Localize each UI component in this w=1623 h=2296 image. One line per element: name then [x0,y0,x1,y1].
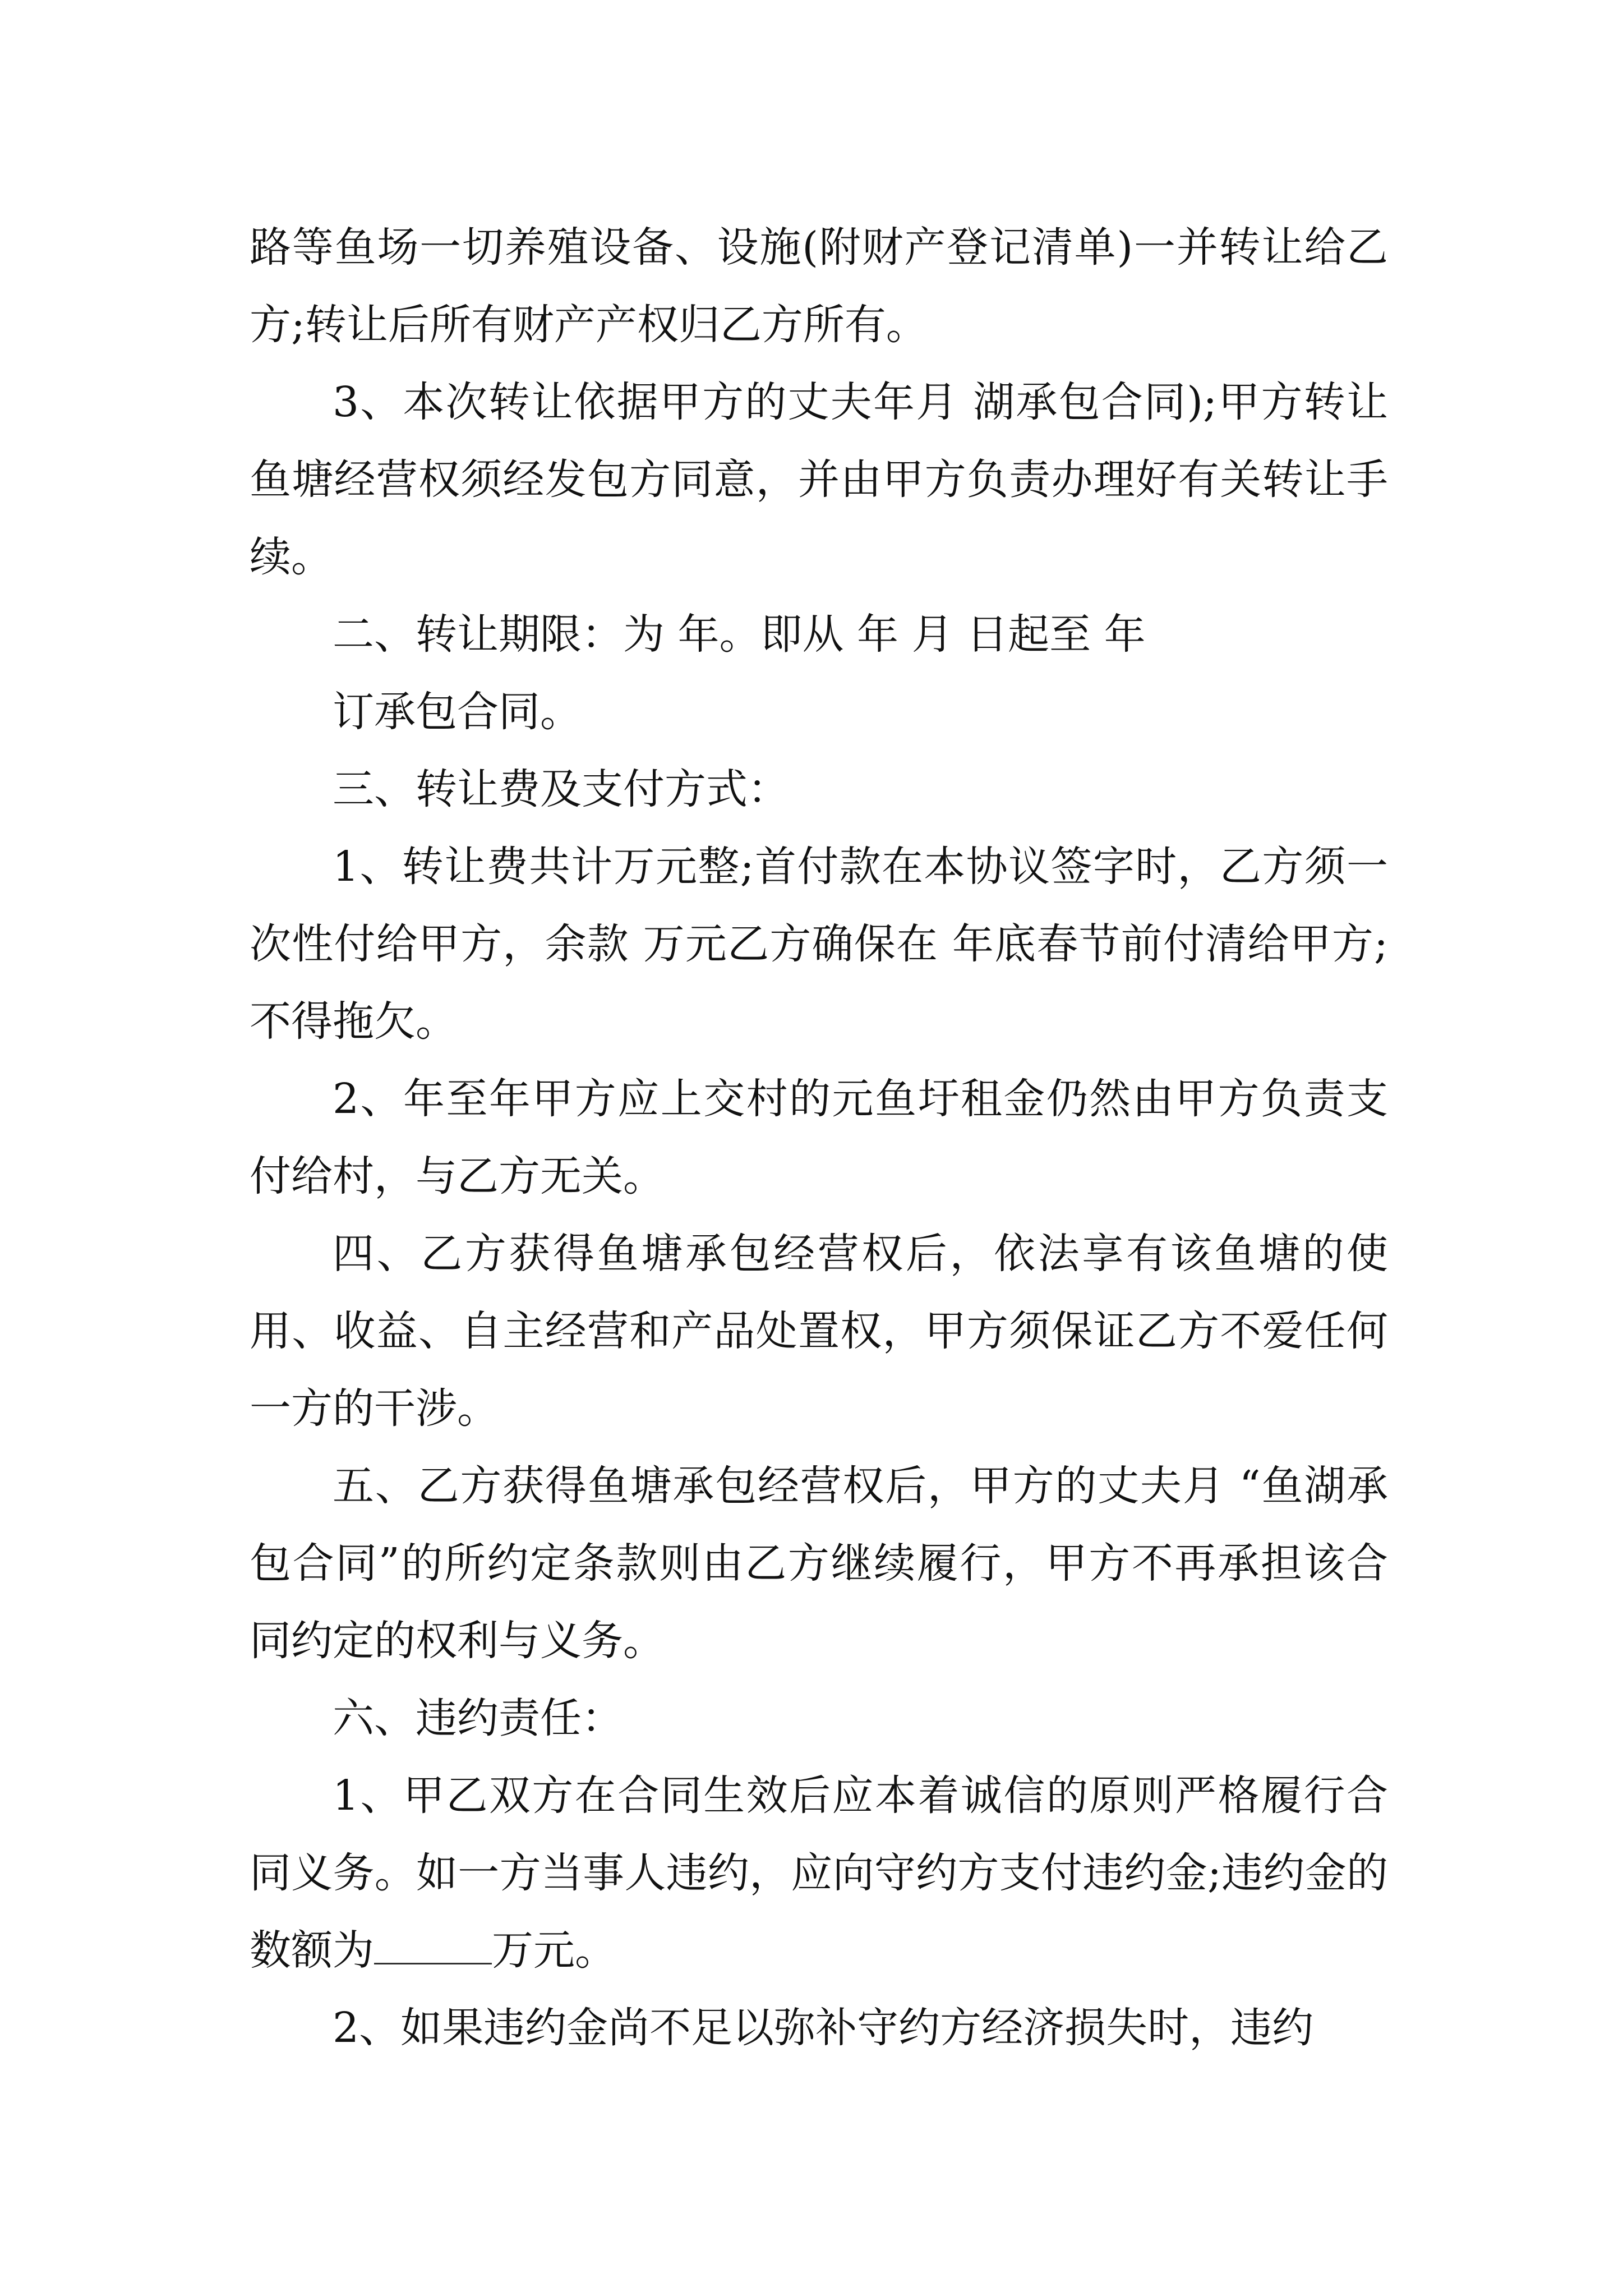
paragraph-clause-3: 3、本次转让依据甲方的丈夫年月 湖承包合同);甲方转让鱼塘经营权须经发包方同意，并由甲方负责办理好有关转让手续。 [250,378,1388,581]
paragraph-contract-continuation: 订承包合同。 [333,688,582,736]
breach-clause-1-suffix: 万元。 [492,1926,616,1975]
paragraph-section-4: 四、乙方获得鱼塘承包经营权后，依法享有该鱼塘的使用、收益、自主经营和产品处置权，甲方须保证乙方不爱任何一方的干涉。 [250,1230,1388,1433]
paragraph-transfer-term: 二、转让期限：为 年。即从 年 月 日起至 年 [333,610,1146,659]
paragraph-breach-clause-2: 2、如果违约金尚不足以弥补守约方经济损失时，违约 [333,2004,1314,2052]
breach-clause-1-text: 1、甲乙双方在合同生效后应本着诚信的原则严格履行合同义务。如一方当事人违约，应向守约方支付违约金;违约金的数额为 [250,1772,1388,1975]
paragraph-fee-clause-1: 1、转让费共计万元整;首付款在本协议签字时，乙方须一次性付给甲方，余款 万元乙方确保在 年底春节前付清给甲方;不得拖欠。 [250,843,1388,1046]
paragraph-fee-heading: 三、转让费及支付方式： [333,765,789,813]
fill-in-blank [374,1929,492,1964]
document-body [250,209,1388,2067]
paragraph-breach-heading: 六、违约责任： [333,1694,623,1742]
paragraph-breach-clause-1 [250,1757,1388,1989]
paragraph-equipment-transfer: 路等鱼场一切养殖设备、设施(附财产登记清单)一并转让给乙方;转让后所有财产产权归乙方所有。 [250,223,1388,349]
paragraph-section-5: 五、乙方获得鱼塘承包经营权后，甲方的丈夫月 “鱼湖承包合同”的所约定条款则由乙方继续履行，甲方不再承担该合同约定的权利与义务。 [250,1462,1388,1665]
paragraph-fee-clause-2: 2、年至年甲方应上交村的元鱼圩租金仍然由甲方负责支付给村，与乙方无关。 [250,1075,1388,1200]
